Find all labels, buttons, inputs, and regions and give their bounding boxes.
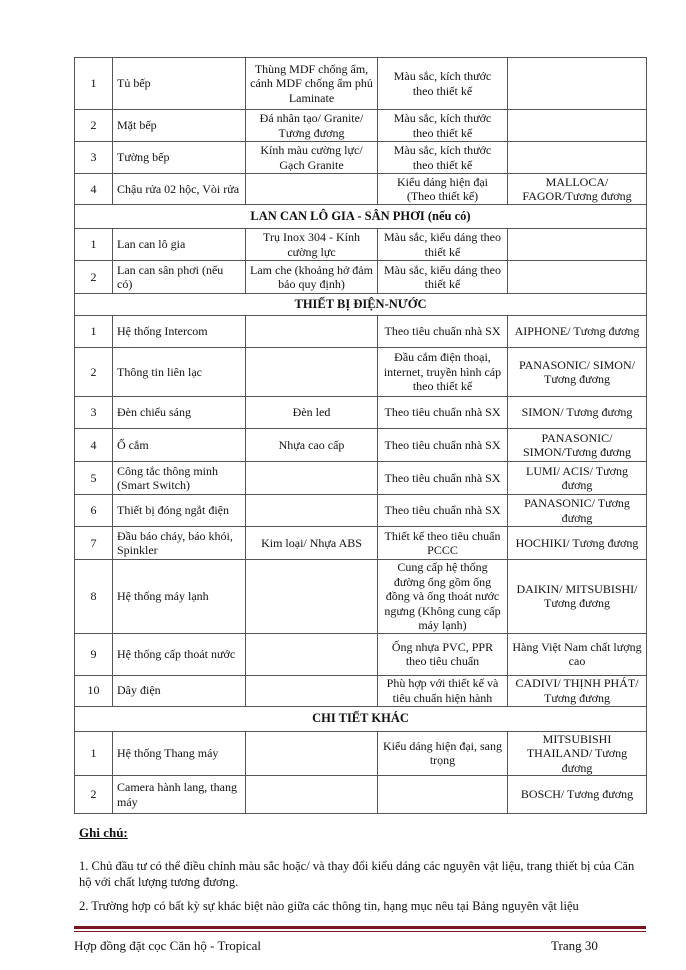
item-name-cell: Công tắc thông minh (Smart Switch) — [113, 462, 246, 495]
section-header-row — [75, 294, 647, 316]
table-row — [75, 397, 647, 429]
specification-cell: Màu sắc, kích thước theo thiết kế — [378, 110, 508, 142]
item-name-cell: Ổ cắm — [113, 429, 246, 462]
row-number-cell: 2 — [75, 348, 113, 397]
item-name-cell: Dây điện — [113, 675, 246, 706]
material-cell — [246, 633, 378, 675]
row-number-cell: 1 — [75, 229, 113, 261]
item-name-cell: Chậu rửa 02 hộc, Vòi rửa — [113, 174, 246, 205]
material-cell: Nhựa cao cấp — [246, 429, 378, 462]
specification-cell: Theo tiêu chuẩn nhà SX — [378, 495, 508, 527]
item-name-cell: Hệ thống máy lạnh — [113, 560, 246, 634]
section-title: LAN CAN LÔ GIA - SÂN PHƠI (nếu có) — [75, 205, 647, 229]
section-header-row — [75, 706, 647, 731]
brand-cell: AIPHONE/ Tương đương — [508, 316, 647, 348]
row-number-cell: 2 — [75, 776, 113, 814]
specification-cell: Theo tiêu chuẩn nhà SX — [378, 316, 508, 348]
footer-page-number: Trang 30 — [551, 938, 598, 953]
row-number-cell: 2 — [75, 261, 113, 294]
row-number-cell: 3 — [75, 142, 113, 174]
brand-cell: SIMON/ Tương đương — [508, 397, 647, 429]
item-name-cell: Hệ thống Thang máy — [113, 731, 246, 776]
material-cell: Kính màu cường lực/ Gạch Granite — [246, 142, 378, 174]
row-number-cell: 1 — [75, 316, 113, 348]
table-row — [75, 675, 647, 706]
material-cell — [246, 348, 378, 397]
material-cell — [246, 560, 378, 634]
material-cell — [246, 174, 378, 205]
specification-cell: Kiểu dáng hiện đại (Theo thiết kế) — [378, 174, 508, 205]
table-row — [75, 776, 647, 814]
specification-cell: Đầu cắm điện thoại, internet, truyền hình cáp theo thiết kế — [378, 348, 508, 397]
item-name-cell: Thông tin liên lạc — [113, 348, 246, 397]
row-number-cell: 8 — [75, 560, 113, 634]
brand-cell — [508, 142, 647, 174]
note-line-2: 2. Trường hợp có bất kỳ sự khác biệt nào giữa các thông tin, hạng mục nêu tại Bảng nguyên vật liệu — [79, 899, 579, 913]
brand-cell: MITSUBISHI THAILAND/ Tương đương — [508, 731, 647, 776]
brand-cell: PANASONIC/ Tương đương — [508, 495, 647, 527]
materials-table-body — [75, 58, 647, 814]
item-name-cell: Hệ thống Intercom — [113, 316, 246, 348]
item-name-cell: Mặt bếp — [113, 110, 246, 142]
specification-cell: Màu sắc, kiểu dáng theo thiết kế — [378, 261, 508, 294]
brand-cell: HOCHIKI/ Tương đương — [508, 527, 647, 560]
brand-cell: DAIKIN/ MITSUBISHI/ Tương đương — [508, 560, 647, 634]
row-number-cell: 10 — [75, 675, 113, 706]
brand-cell: PANASONIC/ SIMON/ Tương đương — [508, 348, 647, 397]
specification-cell: Màu sắc, kích thước theo thiết kế — [378, 58, 508, 110]
specification-cell: Ống nhựa PVC, PPR theo tiêu chuẩn — [378, 633, 508, 675]
specification-cell: Theo tiêu chuẩn nhà SX — [378, 429, 508, 462]
table-row — [75, 633, 647, 675]
section-header-row — [75, 205, 647, 229]
row-number-cell: 7 — [75, 527, 113, 560]
brand-cell: BOSCH/ Tương đương — [508, 776, 647, 814]
row-number-cell: 4 — [75, 429, 113, 462]
table-row — [75, 142, 647, 174]
specification-cell: Màu sắc, kích thước theo thiết kế — [378, 142, 508, 174]
specification-cell: Phù hợp với thiết kế và tiêu chuẩn hiện hành — [378, 675, 508, 706]
item-name-cell: Lan can sân phơi (nếu có) — [113, 261, 246, 294]
brand-cell — [508, 58, 647, 110]
material-cell: Kim loại/ Nhựa ABS — [246, 527, 378, 560]
row-number-cell: 5 — [75, 462, 113, 495]
table-row — [75, 560, 647, 634]
brand-cell: LUMI/ ACIS/ Tương đương — [508, 462, 647, 495]
row-number-cell: 2 — [75, 110, 113, 142]
specification-cell: Theo tiêu chuẩn nhà SX — [378, 397, 508, 429]
item-name-cell: Camera hành lang, thang máy — [113, 776, 246, 814]
footer-rule-thick — [74, 926, 646, 929]
brand-cell: Hàng Việt Nam chất lượng cao — [508, 633, 647, 675]
material-cell — [246, 495, 378, 527]
row-number-cell: 4 — [75, 174, 113, 205]
materials-table — [74, 57, 647, 814]
notes-title: Ghi chú: — [79, 825, 128, 840]
item-name-cell: Đầu báo cháy, báo khói, Spinkler — [113, 527, 246, 560]
brand-cell: PANASONIC/ SIMON/Tương đương — [508, 429, 647, 462]
material-cell: Đèn led — [246, 397, 378, 429]
specification-cell: Kiểu dáng hiện đại, sang trọng — [378, 731, 508, 776]
table-row — [75, 495, 647, 527]
footer-document-title: Hợp đồng đặt cọc Căn hộ - Tropical — [74, 938, 262, 953]
material-cell — [246, 731, 378, 776]
table-row — [75, 731, 647, 776]
table-row — [75, 110, 647, 142]
section-title: CHI TIẾT KHÁC — [75, 706, 647, 731]
brand-cell — [508, 110, 647, 142]
table-row — [75, 261, 647, 294]
item-name-cell: Thiết bị đóng ngắt điện — [113, 495, 246, 527]
material-cell — [246, 675, 378, 706]
table-row — [75, 462, 647, 495]
table-row — [75, 174, 647, 205]
item-name-cell: Tủ bếp — [113, 58, 246, 110]
material-cell: Trụ Inox 304 - Kính cường lực — [246, 229, 378, 261]
specification-cell: Theo tiêu chuẩn nhà SX — [378, 462, 508, 495]
table-row — [75, 229, 647, 261]
table-row — [75, 527, 647, 560]
table-row — [75, 58, 647, 110]
table-row — [75, 429, 647, 462]
material-cell: Thùng MDF chống ẩm, cánh MDF chống ẩm phủ Laminate — [246, 58, 378, 110]
row-number-cell: 1 — [75, 58, 113, 110]
brand-cell: CADIVI/ THỊNH PHÁT/ Tương đương — [508, 675, 647, 706]
footer-rule-thin — [74, 931, 646, 932]
specification-cell: Cung cấp hệ thống đường ống gồm ống đồng và ống thoát nước ngưng (Không cung cấp máy lạnh) — [378, 560, 508, 634]
row-number-cell: 9 — [75, 633, 113, 675]
section-title: THIẾT BỊ ĐIỆN-NƯỚC — [75, 294, 647, 316]
material-cell: Đá nhân tạo/ Granite/ Tương đương — [246, 110, 378, 142]
table-row — [75, 316, 647, 348]
row-number-cell: 1 — [75, 731, 113, 776]
specification-cell: Thiết kế theo tiêu chuẩn PCCC — [378, 527, 508, 560]
item-name-cell: Hệ thống cấp thoát nước — [113, 633, 246, 675]
brand-cell: MALLOCA/ FAGOR/Tương đương — [508, 174, 647, 205]
brand-cell — [508, 261, 647, 294]
specification-cell: Màu sắc, kiểu dáng theo thiết kế — [378, 229, 508, 261]
item-name-cell: Đèn chiếu sáng — [113, 397, 246, 429]
specification-cell — [378, 776, 508, 814]
material-cell — [246, 316, 378, 348]
material-cell: Lam che (khoảng hở đảm bảo quy định) — [246, 261, 378, 294]
item-name-cell: Tường bếp — [113, 142, 246, 174]
table-row — [75, 348, 647, 397]
material-cell — [246, 462, 378, 495]
material-cell — [246, 776, 378, 814]
row-number-cell: 6 — [75, 495, 113, 527]
item-name-cell: Lan can lô gia — [113, 229, 246, 261]
brand-cell — [508, 229, 647, 261]
note-line-1: 1. Chủ đầu tư có thể điều chỉnh màu sắc hoặc/ và thay đổi kiểu dáng các nguyên vật liệu, trang thiết bị của Căn hộ với chất lượng tương đương. — [79, 859, 635, 889]
row-number-cell: 3 — [75, 397, 113, 429]
